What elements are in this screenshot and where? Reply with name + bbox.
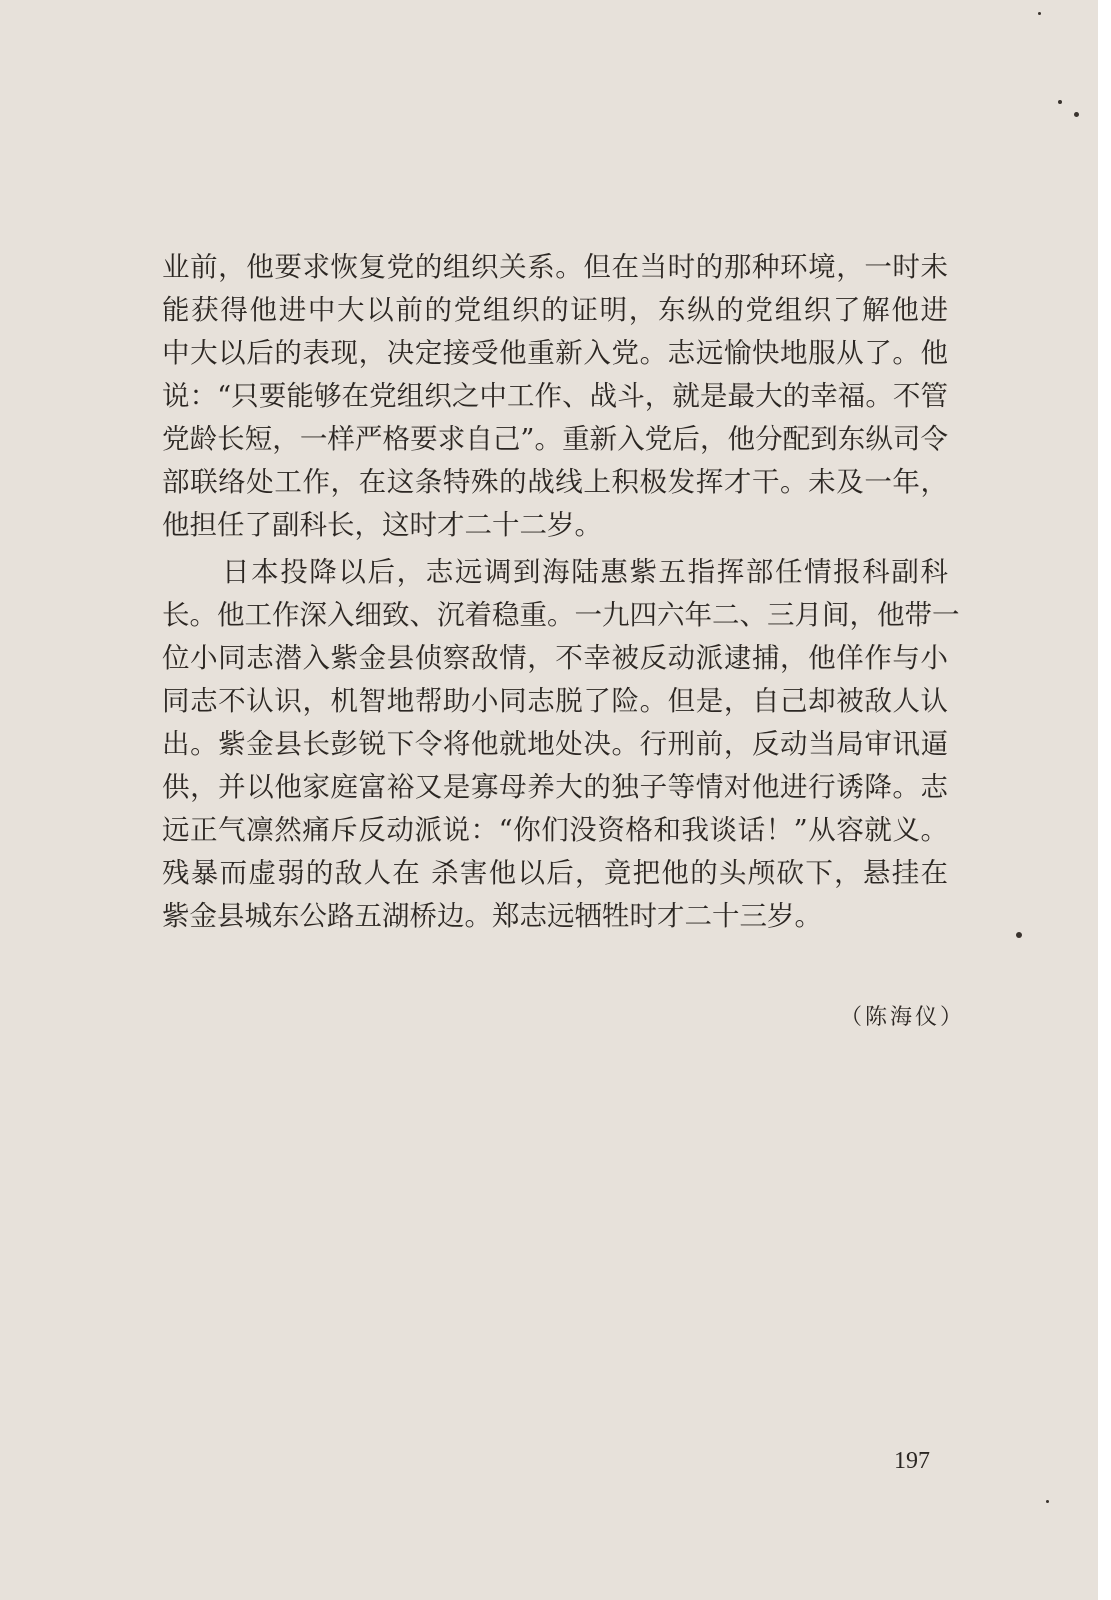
text-line: 部联络处工作，在这条特殊的战线上积极发挥才干。未及一年， [162,466,948,498]
page-number: 197 [894,1448,930,1474]
text-line: 说：“只要能够在党组织之中工作、战斗，就是最大的幸福。不管 [162,380,948,412]
text-line: 同志不认识，机智地帮助小同志脱了险。但是，自己却被敌人认 [162,685,948,717]
paragraph [162,551,962,938]
text-line: 位小同志潜入紫金县侦察敌情，不幸被反动派逮捕，他佯作与小 [162,642,948,674]
paper-speck [1046,1500,1049,1503]
text-line: 日本投降以后，志远调到海陆惠紫五指挥部任情报科副科 [222,556,948,588]
text-line: 紫金县城东公路五湖桥边。郑志远牺牲时才二十三岁。 [162,900,822,932]
text-line: 党龄长短，一样严格要求自己”。重新入党后，他分配到东纵司令 [162,423,948,455]
text-line: 远正气凛然痛斥反动派说：“你们没资格和我谈话！”从容就义。 [162,814,948,846]
text-line: 业前，他要求恢复党的组织关系。但在当时的那种环境，一时未 [162,251,948,283]
paragraph [162,246,962,547]
text-line: 他担任了副科长，这时才二十二岁。 [162,509,602,541]
text-line: 长。他工作深入细致、沉着稳重。一九四六年二、三月间，他带一 [162,599,960,631]
text-line: 能获得他进中大以前的党组织的证明，东纵的党组织了解他进 [162,294,948,326]
paper-speck [1058,100,1062,104]
text-line: 供，并以他家庭富裕又是寡母养大的独子等情对他进行诱降。志 [162,771,948,803]
paper-speck [1038,12,1041,15]
body-text [162,246,962,938]
paper-speck [1074,112,1079,117]
author-credit: （陈海仪） [840,1005,966,1030]
paper-speck [1016,932,1022,938]
text-line: 中大以后的表现，决定接受他重新入党。志远愉快地服从了。他 [162,337,948,369]
text-line: 出。紫金县长彭锐下令将他就地处决。行刑前，反动当局审讯逼 [162,728,948,760]
text-line: 残暴而虚弱的敌人在 杀害他以后，竟把他的头颅砍下，悬挂在 [162,857,948,889]
